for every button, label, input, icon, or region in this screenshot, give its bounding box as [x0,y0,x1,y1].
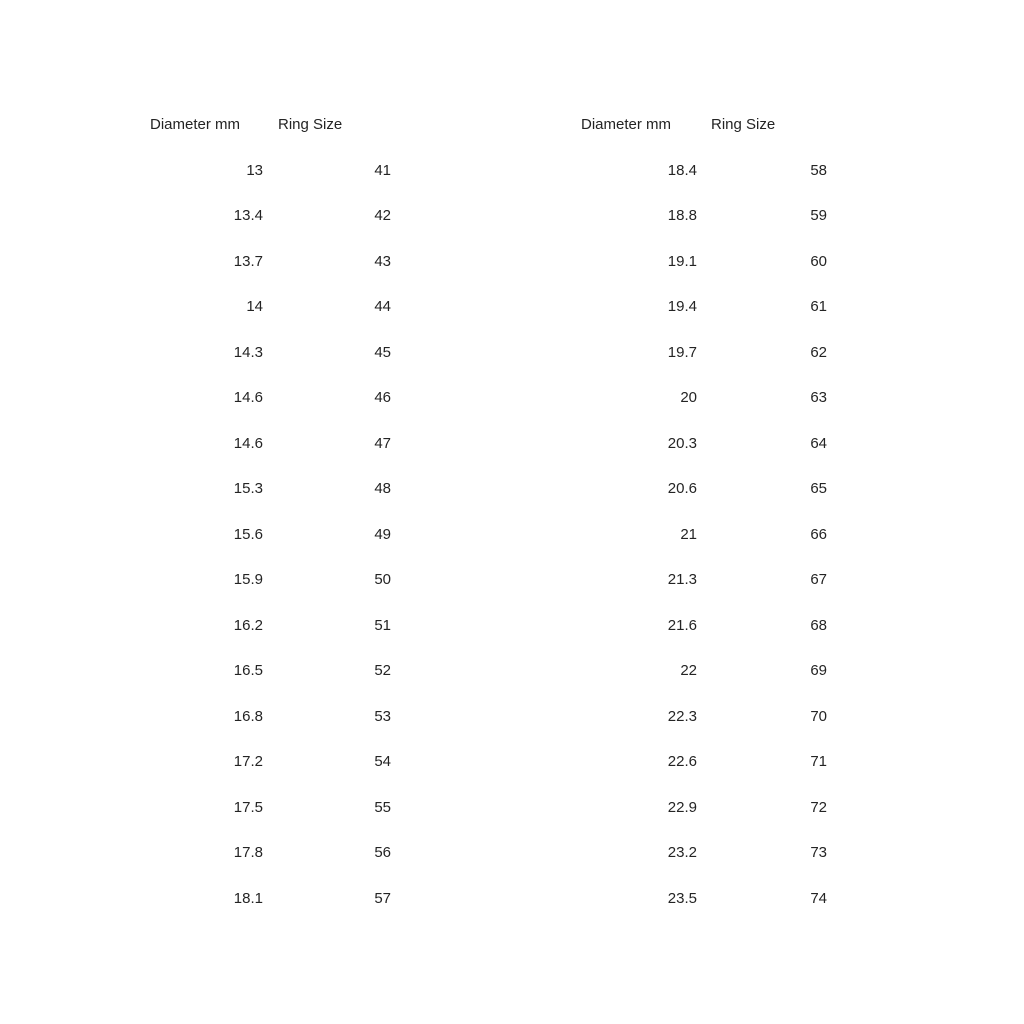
diameter-value: 13.4 [233,207,263,225]
ring-size-value: 47 [374,434,391,452]
diameter-value: 13.7 [233,252,263,270]
diameter-value: 22.6 [667,753,697,771]
diameter-value: 22 [680,662,697,680]
diameter-value: 23.5 [667,889,697,907]
diameter-column-header: Diameter mm [581,116,672,134]
ring-size-value: 53 [374,707,391,725]
diameter-value: 14.3 [233,343,263,361]
ring-size-value: 61 [810,298,827,316]
ring-size-value: 64 [810,434,827,452]
diameter-column-header: Diameter mm [150,116,241,134]
ring-size-column-header: Ring Size [711,116,776,134]
diameter-value: 18.4 [667,161,697,179]
ring-size-value: 51 [374,616,391,634]
ring-size-value: 65 [810,480,827,498]
ring-size-value: 42 [374,207,391,225]
ring-size-value: 63 [810,389,827,407]
ring-size-value: 59 [810,207,827,225]
ring-size-value: 73 [810,844,827,862]
diameter-value: 19.1 [667,252,697,270]
diameter-value: 14 [246,298,263,316]
ring-size-value: 66 [810,525,827,543]
diameter-value: 18.1 [233,889,263,907]
diameter-value: 14.6 [233,434,263,452]
ring-size-column-header: Ring Size [278,116,343,134]
diameter-value: 22.3 [667,707,697,725]
ring-size-value: 60 [810,252,827,270]
ring-size-value: 48 [374,480,391,498]
ring-size-value: 62 [810,343,827,361]
diameter-value: 21.3 [667,571,697,589]
ring-size-value: 44 [374,298,391,316]
ring-size-value: 71 [810,753,827,771]
diameter-value: 16.5 [233,662,263,680]
diameter-value: 19.4 [667,298,697,316]
ring-size-value: 69 [810,662,827,680]
ring-size-value: 58 [810,161,827,179]
diameter-value: 21.6 [667,616,697,634]
diameter-value: 15.3 [233,480,263,498]
diameter-value: 15.6 [233,525,263,543]
ring-size-value: 43 [374,252,391,270]
diameter-value: 16.8 [233,707,263,725]
diameter-value: 17.5 [233,798,263,816]
diameter-value: 21 [680,525,697,543]
diameter-value: 20.3 [667,434,697,452]
ring-size-value: 70 [810,707,827,725]
diameter-value: 18.8 [667,207,697,225]
ring-size-table-left [150,102,391,921]
ring-size-value: 74 [810,889,827,907]
ring-size-value: 45 [374,343,391,361]
diameter-value: 16.2 [233,616,263,634]
ring-size-value: 50 [374,571,391,589]
diameter-value: 14.6 [233,389,263,407]
ring-size-value: 67 [810,571,827,589]
ring-size-value: 55 [374,798,391,816]
ring-size-value: 68 [810,616,827,634]
diameter-value: 17.2 [233,753,263,771]
diameter-value: 22.9 [667,798,697,816]
ring-size-value: 52 [374,662,391,680]
diameter-value: 19.7 [667,343,697,361]
ring-size-value: 72 [810,798,827,816]
ring-size-value: 54 [374,753,391,771]
diameter-value: 15.9 [233,571,263,589]
diameter-value: 17.8 [233,844,263,862]
diameter-value: 13 [246,161,263,179]
ring-size-table-right [581,102,827,921]
ring-size-value: 41 [374,161,391,179]
diameter-value: 23.2 [667,844,697,862]
diameter-value: 20 [680,389,697,407]
ring-size-value: 46 [374,389,391,407]
ring-size-value: 57 [374,889,391,907]
ring-size-value: 56 [374,844,391,862]
diameter-value: 20.6 [667,480,697,498]
ring-size-value: 49 [374,525,391,543]
